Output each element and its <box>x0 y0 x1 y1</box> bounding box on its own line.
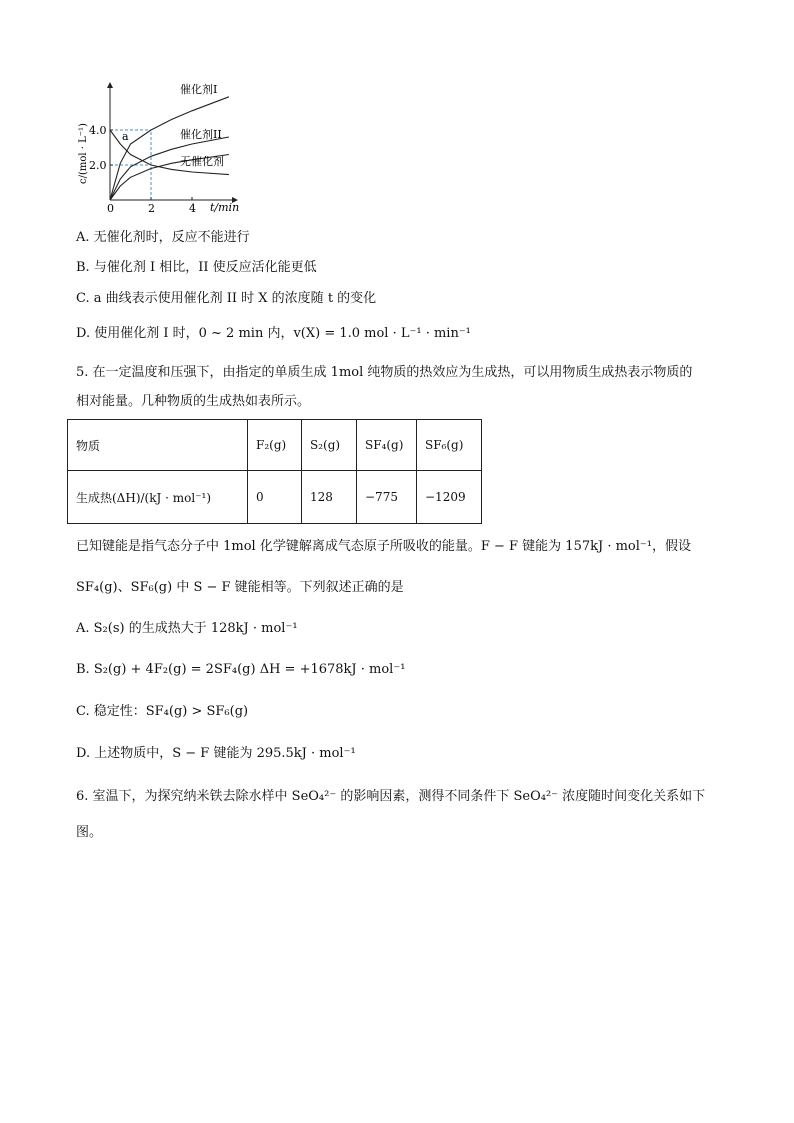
q5-stem-line-1: 5. 在一定温度和压强下，由指定的单质生成 1mol 纯物质的热效应为生成热，可以用物质生成热表示物质的 <box>76 365 693 380</box>
q4-option-d: D. 使用催化剂 I 时，0 ~ 2 min 内，v(X) = 1.0 mol · L⁻¹ · min⁻¹ <box>76 326 471 341</box>
table-cell: −1209 <box>417 471 482 524</box>
chart-series-group <box>110 97 229 200</box>
chart-y-axis-label: c/(mol · L⁻¹) <box>78 123 89 184</box>
y-tick-label: 4.0 <box>89 124 107 137</box>
curve-label-catalyst-2: 催化剂II <box>180 128 222 141</box>
table-cell: 0 <box>248 471 302 524</box>
curve-label-catalyst-1: 催化剂I <box>180 83 218 96</box>
q5-option-d: D. 上述物质中，S − F 键能为 295.5kJ · mol⁻¹ <box>76 746 356 761</box>
series-line-0 <box>110 97 229 200</box>
curve-label-no-catalyst: 无催化剂 <box>180 155 224 168</box>
x-tick-label: 0 <box>107 202 114 215</box>
table-cell: −775 <box>357 471 417 524</box>
q6-stem-line-2: 图。 <box>76 825 103 840</box>
q5-option-b: B. S₂(g) + 4F₂(g) = 2SF₄(g) ΔH = +1678kJ · mol⁻¹ <box>76 662 406 677</box>
table-header-cell: F₂(g) <box>248 420 302 471</box>
q5-option-c: C. 稳定性：SF₄(g) > SF₆(g) <box>76 704 249 719</box>
table-row <box>68 471 482 524</box>
heat-of-formation-table <box>67 419 482 524</box>
table-row-label: 生成热(ΔH)/(kJ · mol⁻¹) <box>68 471 248 524</box>
q5-info-line-2: SF₄(g)、SF₆(g) 中 S − F 键能相等。下列叙述正确的是 <box>76 580 404 595</box>
table-header-cell: S₂(g) <box>302 420 357 471</box>
q5-info-line-1: 已知键能是指气态分子中 1mol 化学键解离成气态原子所吸收的能量。F − F 键能为 157kJ · mol⁻¹，假设 <box>76 539 691 554</box>
table-cell: 128 <box>302 471 357 524</box>
chart-x-axis-label: t/min <box>210 201 240 214</box>
q5-option-a: A. S₂(s) 的生成热大于 128kJ · mol⁻¹ <box>76 621 298 636</box>
x-tick-label: 4 <box>189 202 196 215</box>
x-tick-label: 2 <box>148 202 155 215</box>
q6-stem-line-1: 6. 室温下，为探究纳米铁去除水样中 SeO₄²⁻ 的影响因素，测得不同条件下 SeO₄²⁻ 浓度随时间变化关系如下 <box>76 789 706 804</box>
q4-option-c: C. a 曲线表示使用催化剂 II 时 X 的浓度随 t 的变化 <box>76 291 377 306</box>
y-tick-label: 2.0 <box>89 159 107 172</box>
chart-svg <box>70 76 260 222</box>
concentration-time-chart <box>70 76 260 222</box>
chart-guides <box>110 130 151 200</box>
q4-option-a: A. 无催化剂时，反应不能进行 <box>76 230 250 245</box>
q5-stem-line-2: 相对能量。几种物质的生成热如表所示。 <box>76 394 311 409</box>
q4-option-b: B. 与催化剂 I 相比，II 使反应活化能更低 <box>76 260 317 275</box>
table-header-cell: SF₆(g) <box>417 420 482 471</box>
table-header-row <box>68 420 482 471</box>
table-header-cell: SF₄(g) <box>357 420 417 471</box>
y-axis-arrow <box>107 82 113 88</box>
table-header-cell: 物质 <box>68 420 248 471</box>
curve-label-a: a <box>122 130 129 143</box>
